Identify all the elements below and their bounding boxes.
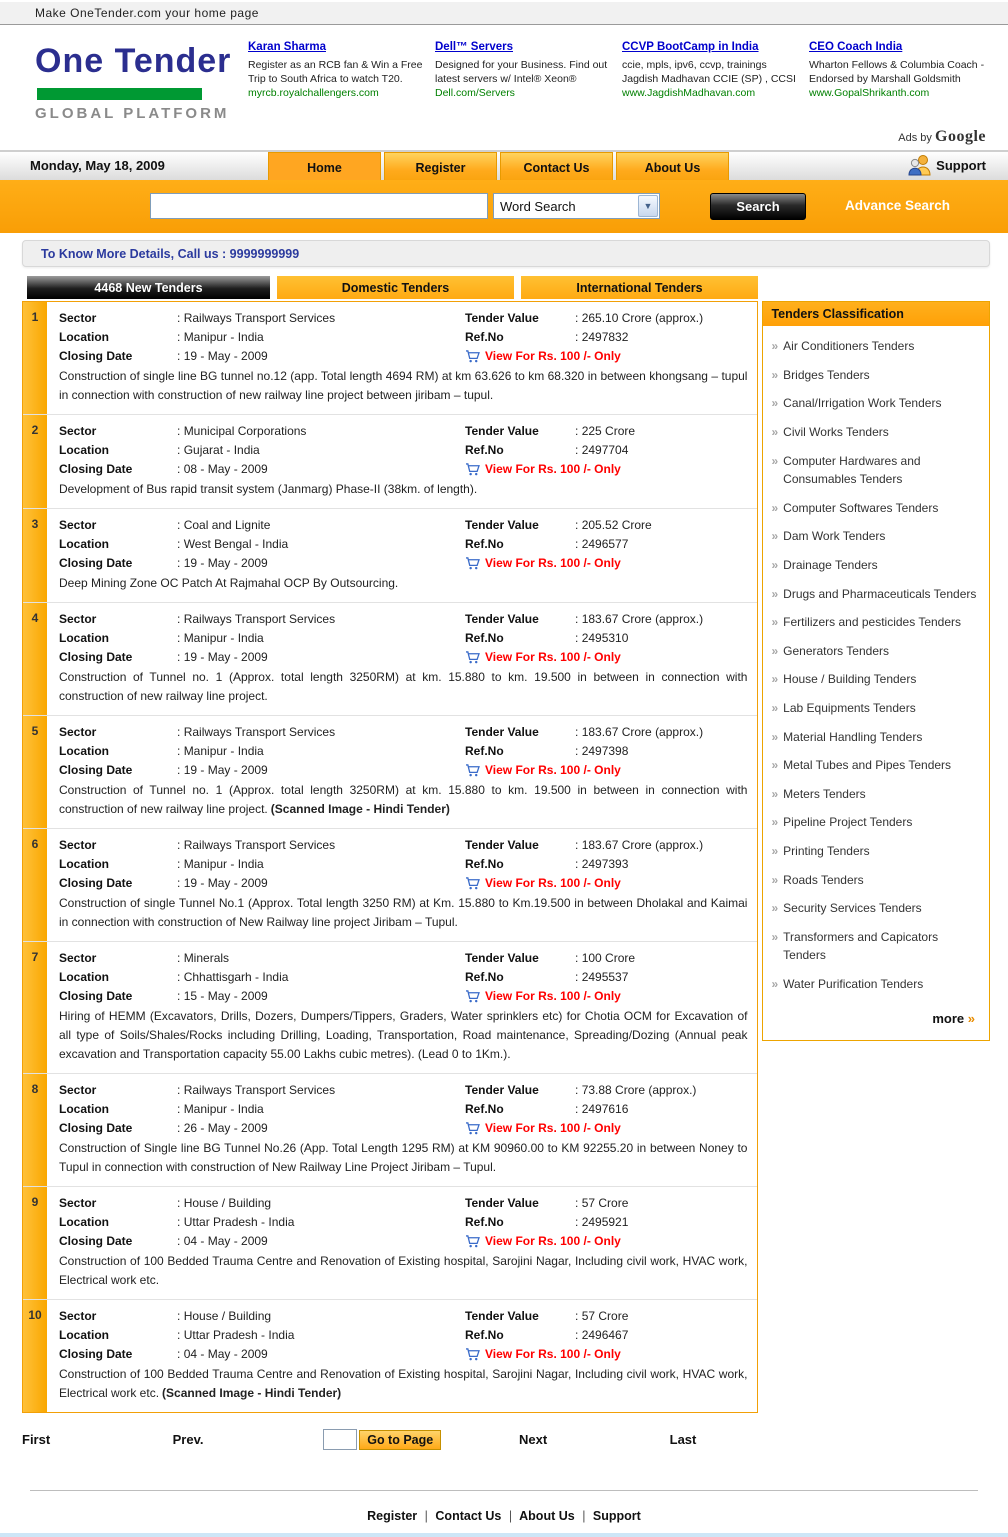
tender-list [22,301,758,1413]
homepage-banner[interactable]: Make OneTender.com your home page [0,0,1008,25]
sidebar-category-label: Security Services Tenders [783,901,922,916]
logo-subtitle: GLOBAL PLATFORM [35,105,230,123]
header [0,25,1008,128]
sidebar-category-link[interactable] [769,694,985,723]
location-value: : Manipur - India [177,857,264,872]
location-label: Location [59,744,109,759]
tender-value-value: : 225 Crore [575,424,636,439]
ad-url-link[interactable]: Dell.com/Servers [435,86,515,99]
view-for-rs-link[interactable]: View For Rs. 100 /- Only [465,874,747,893]
refno-value: : 2497832 [575,330,629,345]
ads-by-label: Ads by [898,132,932,145]
tender-description: Construction of Tunnel no. 1 (Approx. total length 3250RM) at km. 15.880 to km. 19.500 in between in connection with construction of new railway line project. (Scanned Image - Hindi Tender) [59,783,748,817]
sector-value: : Coal and Lignite [177,518,271,533]
location-label: Location [59,857,109,872]
closing-date-value: : 15 - May - 2009 [177,989,268,1004]
tender-row [23,509,757,603]
refno-value: : 2496577 [575,537,629,552]
refno-value: : 2496467 [575,1328,629,1343]
classification-sidebar [762,301,990,1040]
pagination-prev[interactable]: Prev. [172,1432,204,1448]
sector-value: : Railways Transport Services [177,1083,336,1098]
closing-date-label: Closing Date [59,556,133,571]
cart-icon [465,764,480,777]
sidebar-list [763,326,989,1002]
sidebar-category-link[interactable] [769,580,985,609]
pagination-next[interactable]: Next [519,1432,548,1448]
ad-block [248,40,429,122]
footer-link[interactable]: About Us [519,1509,575,1524]
sidebar-category-label: Bridges Tenders [783,367,870,382]
double-chevron-icon: » [771,367,779,382]
go-to-page-button[interactable]: Go to Page [359,1430,441,1450]
tender-value-label: Tender Value [465,424,539,439]
footer-link[interactable]: Contact Us [435,1509,502,1524]
sector-value: : House / Building [177,1309,272,1324]
location-label: Location [59,330,109,345]
cart-icon [465,1235,480,1248]
sidebar-category-label: Dam Work Tenders [783,529,886,544]
double-chevron-icon: » [771,615,779,630]
cart-icon [465,651,480,664]
sidebar-category-link[interactable] [769,522,985,551]
sector-label: Sector [59,612,97,627]
more-link[interactable] [763,1003,989,1040]
sector-value: : Minerals [177,951,230,966]
tender-number: 6 [23,829,47,941]
location-value: : Uttar Pradesh - India [177,1328,295,1343]
support-people-icon [908,154,932,176]
nav-bar [0,150,1008,180]
double-chevron-icon: » [771,396,779,411]
tender-value-label: Tender Value [465,518,539,533]
double-chevron-icon: » [771,815,779,830]
location-value: : Manipur - India [177,330,264,345]
sidebar-category-link[interactable] [769,389,985,418]
tender-row [23,415,757,509]
sidebar-category-label: Computer Hardwares and Consumables Tenders [783,453,921,487]
refno-label: Ref.No [465,1102,504,1117]
sidebar-category-label: Computer Softwares Tenders [783,500,939,515]
ad-title-link[interactable]: CEO Coach India [809,41,903,53]
double-chevron-icon: » [771,729,779,744]
refno-label: Ref.No [465,1215,504,1230]
location-label: Location [59,443,109,458]
international-tenders-button[interactable]: International Tenders [521,276,758,299]
sidebar-category-label: Material Handling Tenders [783,729,923,744]
double-chevron-icon: » [771,643,779,658]
double-chevron-icon: » [771,558,779,573]
location-value: : Chhattisgarh - India [177,970,289,985]
sector-value: : Railways Transport Services [177,725,336,740]
closing-date-value: : 26 - May - 2009 [177,1121,268,1136]
refno-value: : 2495537 [575,970,629,985]
tender-value-label: Tender Value [465,838,539,853]
more-arrow-icon: » [967,1010,975,1026]
tender-number: 3 [23,509,47,602]
sidebar-category-label: Drugs and Pharmaceuticals Tenders [783,586,977,601]
ad-url-link[interactable]: www.GopalShrikanth.com [809,86,930,99]
sector-label: Sector [59,311,97,326]
tender-value-value: : 73.88 Crore (approx.) [575,1083,697,1098]
tender-number: 1 [23,302,47,414]
sector-label: Sector [59,951,97,966]
tender-value-value: : 57 Crore [575,1309,629,1324]
ad-block [435,40,616,122]
nav-tab[interactable]: Contact Us [500,152,613,182]
sidebar-category-label: Drainage Tenders [783,558,878,573]
location-label: Location [59,1328,109,1343]
refno-label: Ref.No [465,857,504,872]
ad-body: ccie, mpls, ipv6, ccvp, trainings Jagdish Madhavan CCIE (SP) , CCSI [622,58,796,85]
tender-description: Hiring of HEMM (Excavators, Drills, Dozers, Dumpers/Tippers, Graders, Water sprinklers etc) for Chotia OCM for Excavation of all type of Soils/Shales/Rocks including Drilling, Loading, Transportation, Road maintenance, Spreading/Dozing (Annual peak excavation and Transportation capacity 55.00 Lakhs cubic metres). (Lead 0 to 1Km.). [59,1009,748,1062]
closing-date-label: Closing Date [59,1121,133,1136]
refno-value: : 2495921 [575,1215,629,1230]
search-input[interactable] [150,193,488,219]
sidebar-category-label: Pipeline Project Tenders [783,815,913,830]
tender-value-value: : 57 Crore [575,1196,629,1211]
ad-body: Register as an RCB fan & Win a Free Trip to South Africa to watch T20. [248,58,423,85]
bottom-strip [0,1533,1008,1537]
sidebar-category-label: Transformers and Capicators Tenders [783,929,939,963]
closing-date-value: : 04 - May - 2009 [177,1347,268,1362]
double-chevron-icon: » [771,872,779,887]
sidebar-category-link[interactable] [769,494,985,523]
footer-separator: | [582,1509,586,1524]
sidebar-category-link[interactable] [769,866,985,895]
tender-value-value: : 183.67 Crore (approx.) [575,725,704,740]
sector-value: : Railways Transport Services [177,311,336,326]
logo [35,37,248,122]
tender-value-value: : 183.67 Crore (approx.) [575,838,704,853]
google-logo: Google [935,128,986,146]
tender-description: Construction of Tunnel no. 1 (Approx. total length 3250RM) at km. 15.880 to km. 19.500 in between in connection with construction of new railway line project. [59,670,748,704]
sidebar-category-link[interactable] [769,780,985,809]
view-for-rs-link[interactable]: View For Rs. 100 /- Only [465,554,747,573]
ad-url-link[interactable]: www.JagdishMadhavan.com [622,86,756,99]
location-label: Location [59,1102,109,1117]
refno-value: : 2495310 [575,631,629,646]
callus-bar [22,240,990,267]
tender-value-label: Tender Value [465,311,539,326]
logo-green-bar [37,88,202,100]
ad-body: Wharton Fellows & Columbia Coach - Endorsed by Marshall Goldsmith [809,58,985,85]
tender-value-label: Tender Value [465,725,539,740]
tender-number: 7 [23,942,47,1073]
sidebar-category-link[interactable] [769,808,985,837]
content [0,301,1008,1413]
sidebar-category-link[interactable] [769,637,985,666]
closing-date-label: Closing Date [59,650,133,665]
sidebar-category-label: Roads Tenders [783,872,864,887]
sector-label: Sector [59,1309,97,1324]
location-label: Location [59,1215,109,1230]
ad-title-link[interactable]: Karan Sharma [248,41,326,53]
list-tabs [27,276,990,299]
sector-label: Sector [59,424,97,439]
tender-description: Development of Bus rapid transit system (Janmarg) Phase-II (38km. of length). [59,482,478,497]
tender-number: 2 [23,415,47,508]
chevron-down-icon: ▼ [638,195,658,217]
refno-label: Ref.No [465,744,504,759]
sidebar-category-link[interactable] [769,551,985,580]
location-value: : Uttar Pradesh - India [177,1215,295,1230]
search-button[interactable]: Search [710,193,806,220]
closing-date-label: Closing Date [59,462,133,477]
tender-row [23,942,757,1074]
tender-row [23,1300,757,1412]
current-date: Monday, May 18, 2009 [30,158,165,174]
ad-title-link[interactable]: Dell™ Servers [435,41,513,53]
sidebar-category-label: House / Building Tenders [783,672,917,687]
double-chevron-icon: » [771,701,779,716]
cart-icon [465,1122,480,1135]
location-value: : Manipur - India [177,1102,264,1117]
location-label: Location [59,537,109,552]
new-tenders-button[interactable]: 4468 New Tenders [27,276,270,299]
footer-separator: | [508,1509,513,1524]
sector-label: Sector [59,518,97,533]
tender-description: Construction of 100 Bedded Trauma Centre and Renovation of Existing hospital, Sarojini Nagar, Including civil work, HVAC work, Electrical work etc. [59,1254,748,1288]
tender-value-label: Tender Value [465,612,539,627]
sidebar-category-label: Civil Works Tenders [783,425,889,440]
tender-value-value: : 265.10 Crore (approx.) [575,311,704,326]
cart-icon [465,877,480,890]
refno-label: Ref.No [465,631,504,646]
sector-label: Sector [59,1196,97,1211]
footer-link[interactable]: Register [367,1509,418,1524]
ad-block [622,40,803,122]
sidebar-category-label: Generators Tenders [783,643,889,658]
closing-date-value: : 08 - May - 2009 [177,462,268,477]
tender-number: 8 [23,1074,47,1186]
refno-value: : 2497393 [575,857,629,872]
footer-links [0,1491,1008,1533]
sector-label: Sector [59,725,97,740]
footer-separator: | [424,1509,428,1524]
view-for-rs-link[interactable]: View For Rs. 100 /- Only [465,1232,747,1251]
sidebar-category-label: Air Conditioners Tenders [783,339,915,354]
cart-icon [465,350,480,363]
tender-value-label: Tender Value [465,1309,539,1324]
location-value: : Manipur - India [177,631,264,646]
refno-label: Ref.No [465,443,504,458]
cart-icon [465,990,480,1003]
support-label: Support [936,157,986,173]
closing-date-label: Closing Date [59,1234,133,1249]
pagination-last[interactable]: Last [669,1432,697,1448]
double-chevron-icon: » [771,529,779,544]
sector-value: : Railways Transport Services [177,612,336,627]
double-chevron-icon: » [771,929,779,944]
closing-date-value: : 19 - May - 2009 [177,556,268,571]
sidebar-category-link[interactable] [769,608,985,637]
tender-row [23,1074,757,1187]
tender-row [23,829,757,942]
double-chevron-icon: » [771,843,779,858]
refno-label: Ref.No [465,1328,504,1343]
refno-value: : 2497616 [575,1102,629,1117]
location-label: Location [59,970,109,985]
tender-value-label: Tender Value [465,1083,539,1098]
closing-date-value: : 19 - May - 2009 [177,763,268,778]
tender-value-label: Tender Value [465,951,539,966]
sidebar-category-link[interactable] [769,751,985,780]
tender-description: Construction of single Tunnel No.1 (Approx. Total length 3250 RM) at Km. 15.880 to Km.19.500 in between Dholakal and Kaimai in connection with construction of New Railway line project Jiribam – Tupul. [59,896,748,930]
sidebar-category-label: Lab Equipments Tenders [783,701,916,716]
tender-row [23,716,757,829]
logo-title: One Tender [35,42,232,80]
tender-description: Deep Mining Zone OC Patch At Rajmahal OCP By Outsourcing. [59,576,399,591]
tender-number: 10 [23,1300,47,1412]
view-for-rs-link[interactable]: View For Rs. 100 /- Only [465,347,747,366]
closing-date-label: Closing Date [59,349,133,364]
sidebar-category-label: Canal/Irrigation Work Tenders [783,396,942,411]
sector-value: : Municipal Corporations [177,424,307,439]
dropdown-selected-value: Word Search [500,198,576,214]
tender-value-value: : 205.52 Crore [575,518,652,533]
sidebar-category-label: Fertilizers and pesticides Tenders [783,615,962,630]
tender-description: Construction of single line BG tunnel no.12 (app. Total length 4694 RM) at km 63.626 to km 68.320 in between khongsang – tupul in connection with construction of new railway line project between jiribam – tupul. [59,369,748,403]
closing-date-label: Closing Date [59,763,133,778]
cart-icon [465,557,480,570]
ad-body: Designed for your Business. Find out latest servers w/ Intel® Xeon® [435,58,608,85]
closing-date-value: : 04 - May - 2009 [177,1234,268,1249]
tender-value-value: : 183.67 Crore (approx.) [575,612,704,627]
sidebar-category-label: Metal Tubes and Pipes Tenders [783,758,952,773]
closing-date-value: : 19 - May - 2009 [177,650,268,665]
view-for-rs-link[interactable]: View For Rs. 100 /- Only [465,1345,747,1364]
tender-number: 4 [23,603,47,715]
view-for-rs-link[interactable]: View For Rs. 100 /- Only [465,987,747,1006]
support-link[interactable] [908,154,986,176]
ad-url-link[interactable]: myrcb.royalchallengers.com [248,86,379,99]
refno-value: : 2497704 [575,443,629,458]
tender-value-label: Tender Value [465,1196,539,1211]
double-chevron-icon: » [771,976,779,991]
cart-icon [465,463,480,476]
callus-text: To Know More Details, Call us : 9999999999 [41,246,300,261]
sidebar-category-label: Printing Tenders [783,843,870,858]
location-value: : Gujarat - India [177,443,260,458]
tender-row [23,603,757,716]
sidebar-category-label: Meters Tenders [783,786,866,801]
pagination [22,1429,760,1450]
more-label: more [932,1010,965,1026]
pagination-first[interactable]: First [22,1432,51,1448]
domestic-tenders-button[interactable]: Domestic Tenders [277,276,514,299]
view-for-rs-link[interactable]: View For Rs. 100 /- Only [465,648,747,667]
sidebar-category-link[interactable] [769,723,985,752]
ads-by-google [0,128,1008,150]
sidebar-category-link[interactable] [769,665,985,694]
sidebar-category-link[interactable] [769,923,985,970]
double-chevron-icon: » [771,453,779,468]
tender-number: 5 [23,716,47,828]
closing-date-label: Closing Date [59,989,133,1004]
sector-value: : House / Building [177,1196,272,1211]
ad-title-link[interactable]: CCVP BootCamp in India [622,41,759,53]
double-chevron-icon: » [771,786,779,801]
sidebar-category-label: Water Purification Tenders [783,976,924,991]
tender-value-value: : 100 Crore [575,951,636,966]
sector-label: Sector [59,1083,97,1098]
closing-date-label: Closing Date [59,1347,133,1362]
double-chevron-icon: » [771,500,779,515]
double-chevron-icon: » [771,672,779,687]
tender-description: Construction of 100 Bedded Trauma Centre and Renovation of Existing hospital, Sarojini Nagar, Including civil work, HVAC work, Electrical work etc. (Scanned Image - Hindi Tender) [59,1367,748,1401]
nav-tabs [268,152,729,182]
location-label: Location [59,631,109,646]
ad-block [809,40,990,122]
view-for-rs-link[interactable]: View For Rs. 100 /- Only [465,1119,747,1138]
view-for-rs-link[interactable]: View For Rs. 100 /- Only [465,761,747,780]
double-chevron-icon: » [771,901,779,916]
view-for-rs-link[interactable]: View For Rs. 100 /- Only [465,460,747,479]
search-type-dropdown[interactable] [493,193,660,219]
refno-label: Ref.No [465,330,504,345]
sidebar-category-link[interactable] [769,970,985,999]
sidebar-category-link[interactable] [769,332,985,361]
refno-label: Ref.No [465,537,504,552]
search-band [0,180,1008,233]
location-value: : West Bengal - India [177,537,289,552]
sidebar-category-link[interactable] [769,447,985,494]
closing-date-value: : 19 - May - 2009 [177,876,268,891]
google-ads [248,37,990,122]
sector-label: Sector [59,838,97,853]
closing-date-value: : 19 - May - 2009 [177,349,268,364]
callus-wrap [0,233,1008,273]
double-chevron-icon: » [771,586,779,601]
sidebar-category-link[interactable] [769,837,985,866]
nav-tab[interactable]: Home [268,152,381,182]
closing-date-label: Closing Date [59,876,133,891]
double-chevron-icon: » [771,339,779,354]
refno-label: Ref.No [465,970,504,985]
sidebar-category-link[interactable] [769,361,985,390]
tender-description: Construction of Single line BG Tunnel No.26 (App. Total Length 1295 RM) at KM 90960.00 to KM 92255.20 in between Noney to Tupul in connection with construction of New Railway Line Project Jiribam – Tupul. [59,1141,748,1175]
advance-search-link[interactable]: Advance Search [845,198,951,214]
tender-row [23,1187,757,1300]
page-number-input[interactable] [323,1429,357,1450]
sidebar-category-link[interactable] [769,418,985,447]
tender-number: 9 [23,1187,47,1299]
nav-tab[interactable]: Register [384,152,497,182]
double-chevron-icon: » [771,425,779,440]
tender-row [23,302,757,415]
cart-icon [465,1348,480,1361]
sector-value: : Railways Transport Services [177,838,336,853]
footer-link[interactable]: Support [592,1509,641,1524]
sidebar-category-link[interactable] [769,894,985,923]
nav-tab[interactable]: About Us [616,152,729,182]
refno-value: : 2497398 [575,744,629,759]
double-chevron-icon: » [771,758,779,773]
location-value: : Manipur - India [177,744,264,759]
sidebar-title: Tenders Classification [763,302,989,326]
